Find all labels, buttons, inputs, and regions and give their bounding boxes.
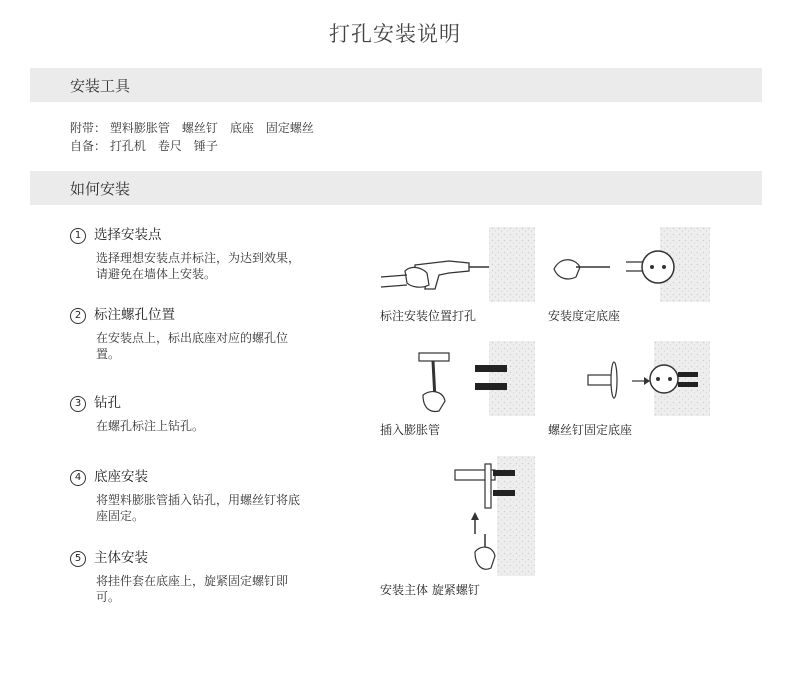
section-header-howto: [30, 171, 762, 205]
section-heading: 安装工具: [70, 77, 131, 95]
figure-caption: 标注安装位置打孔: [380, 309, 477, 323]
step-3: [70, 391, 330, 434]
screw-base-illustration: [546, 341, 710, 416]
figure-caption: 插入膨胀管: [380, 423, 441, 437]
step-title: 钻孔: [94, 395, 121, 411]
step-number: 4: [70, 470, 86, 486]
step-number: 1: [70, 228, 86, 244]
step-description: 将挂件套在底座上，旋紧固定螺钉即可。: [96, 574, 289, 604]
hammer-anchor-illustration: [377, 341, 535, 416]
step-description: 将塑料膨胀管插入钻孔，用螺丝钉将底座固定。: [96, 493, 301, 523]
figure-caption: 安装主体 旋紧螺钉: [380, 583, 480, 597]
section-header-tools: [30, 68, 762, 102]
step-2: [70, 303, 330, 362]
step-1: [70, 223, 330, 282]
step-title: 选择安装点: [94, 227, 162, 243]
step-5: [70, 546, 330, 605]
step-description: 选择理想安装点并标注，为达到效果，请避免在墙体上安装。: [96, 251, 301, 281]
tools-self-prepared-line: 自备： 打孔机 卷尺 锤子: [70, 139, 218, 153]
step-number: 3: [70, 396, 86, 412]
step-number: 2: [70, 308, 86, 324]
step-4: [70, 465, 330, 524]
mount-body-illustration: [377, 456, 535, 576]
figure-caption: 螺丝钉固定底座: [548, 423, 633, 437]
step-description: 在安装点上，标出底座对应的螺孔位置。: [96, 331, 289, 361]
tools-included-line: 附带： 塑料膨胀管 螺丝钉 底座 固定螺丝: [70, 121, 314, 135]
step-title: 标注螺孔位置: [94, 307, 175, 323]
screwdriver-base-illustration: [546, 227, 710, 302]
step-number: 5: [70, 551, 86, 567]
figure-caption: 安装度定底座: [548, 309, 621, 323]
step-title: 底座安装: [94, 469, 148, 485]
step-title: 主体安装: [94, 550, 148, 566]
drill-illustration: [377, 227, 535, 302]
page-title: 打孔安装说明: [329, 22, 461, 46]
section-heading: 如何安装: [70, 180, 131, 198]
step-description: 在螺孔标注上钻孔。: [96, 419, 205, 433]
